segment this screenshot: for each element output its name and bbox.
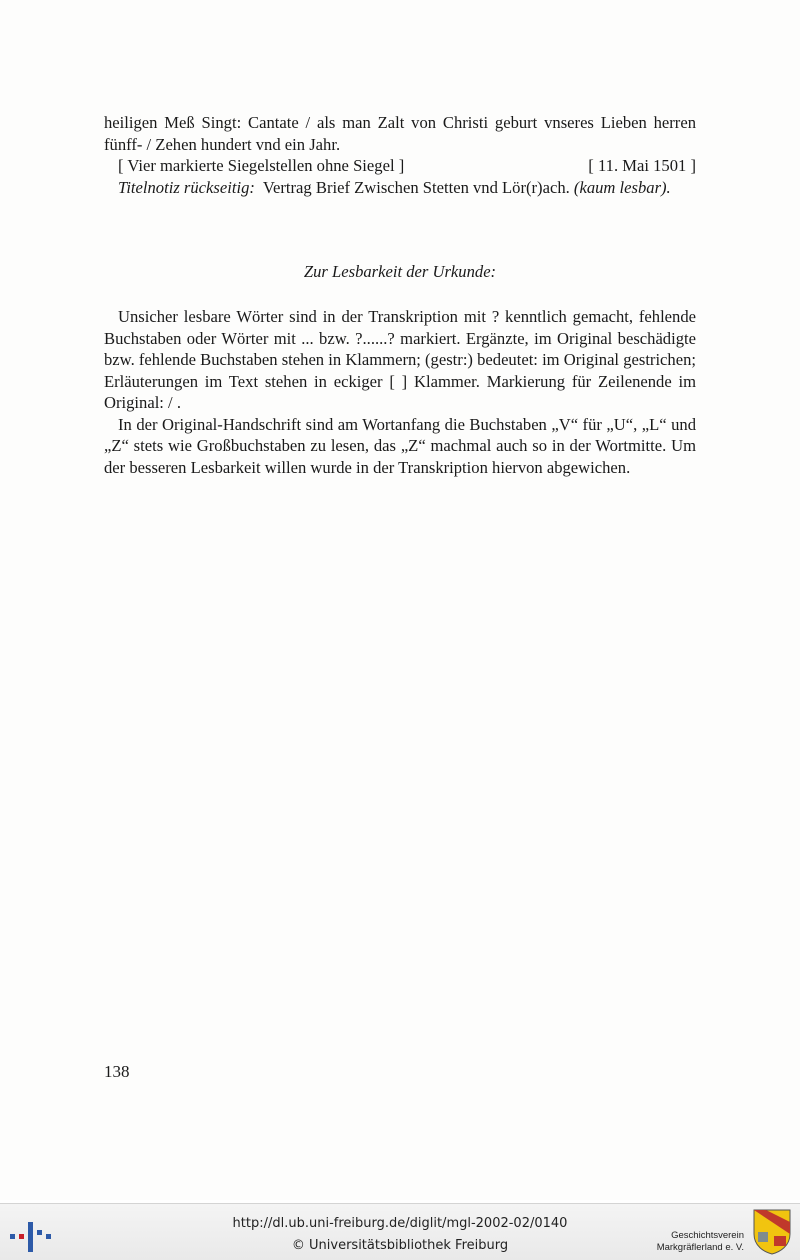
footer-url-link[interactable]: http://dl.ub.uni-freiburg.de/diglit/mgl-2002-02/0140 [232,1216,568,1231]
title-note-label: Titelnotiz rückseitig: [118,177,255,197]
seal-line [104,155,696,177]
readability-block [104,306,696,478]
society-line-1: Geschichtsverein [671,1230,744,1241]
page-number: 138 [104,1062,130,1081]
title-note-text: Vertrag Brief Zwischen Stetten vnd Lör(r)ach. [262,177,570,197]
title-note [104,177,696,199]
society-line-2: Markgräflerland e. V. [656,1242,744,1253]
society-name [657,1230,744,1254]
paragraph-cantate: heiligen Meß Singt: Cantate / als man Zalt von Christi geburt vnseres Lieben herren fünff- / Zehen hundert vnd ein Jahr. [104,113,696,154]
footer-copyright: © Universitätsbibliothek Freiburg [291,1238,509,1253]
ub-freiburg-logo-icon[interactable] [8,1212,52,1256]
date-note: [ 11. Mai 1501 ] [588,156,696,175]
section-heading: Zur Lesbarkeit der Urkunde: [303,262,497,281]
paragraph-letters: In der Original-Handschrift sind am Wortanfang die Buchstaben „V“ für „U“, „L“ und „Z“ stets wie Großbuchstaben zu lesen, das „Z“ machmal auch so in der Wortmitte. Um der besseren Lesbarkeit willen wurde in der Transkription hiervon abgewichen. [104,414,696,477]
footer-bar [0,1203,800,1260]
coat-of-arms-icon[interactable] [752,1208,792,1256]
transcription-top-block [104,112,696,198]
seal-note: [ Vier markierte Siegelstellen ohne Siegel ] [118,156,405,175]
paragraph-readability: Unsicher lesbare Wörter sind in der Transkription mit ? kenntlich gemacht, fehlende Buchstaben oder Wörter mit ... bzw. ?......? markiert. Ergänzte, im Original beschädigte bzw. fehlende Buchstaben stehen in Klammern; (gestr:) bedeutet: im Original gestrichen; Erläuterungen im Text stehen in eckiger [ ] Klammer. Markierung für Zeilenende im Original: / . [104,307,696,412]
title-note-remark: (kaum lesbar). [573,177,671,197]
